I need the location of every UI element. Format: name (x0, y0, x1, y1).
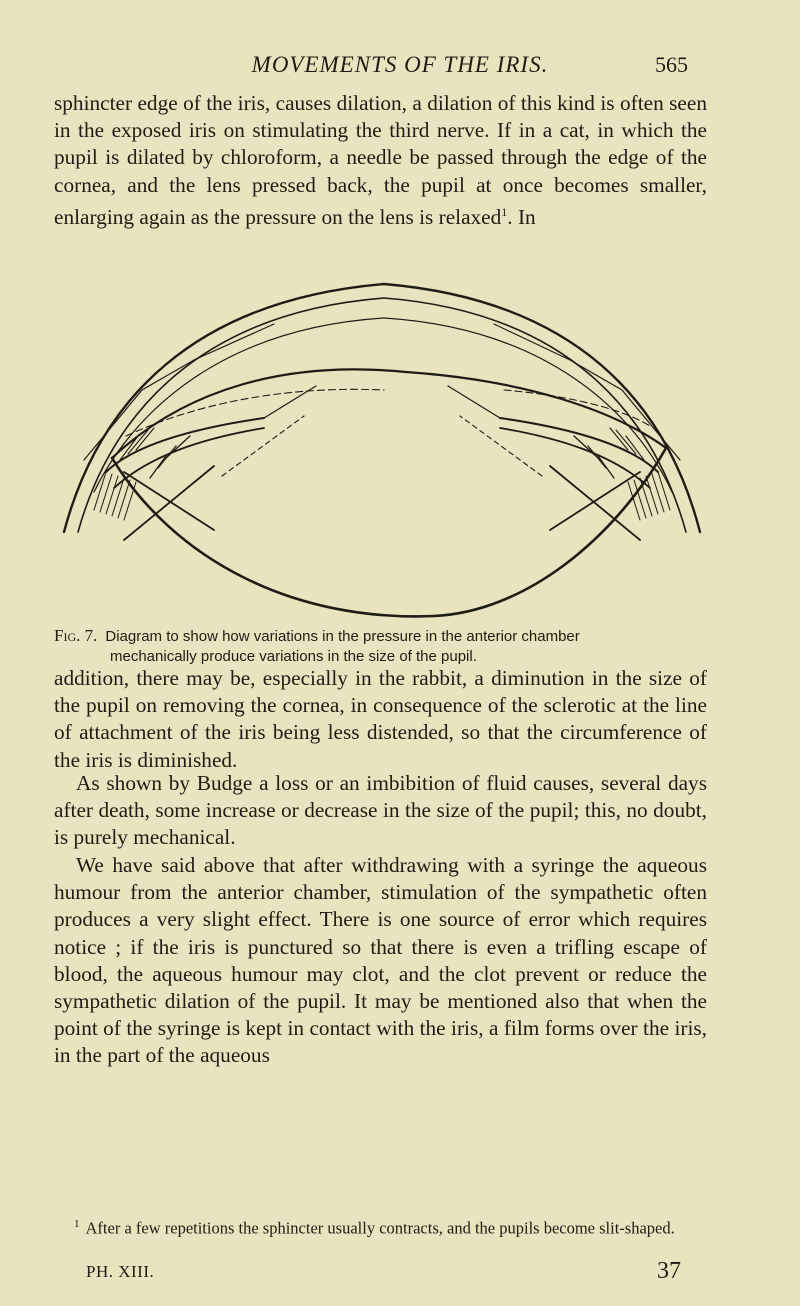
cornea-left-line (94, 318, 384, 492)
eye-diagram (54, 240, 708, 630)
footnote-reference: 1 (501, 204, 508, 219)
footnote-text: After a few repetitions the sphincter usually contracts, and the pupils become slit-shaped. (85, 1218, 675, 1238)
paragraph-4: We have said above that after withdrawing with a syringe the aqueous humour from the anterior chamber, stimulation of the sympathetic often produces a very slight effect. There is one source of error which requires notice ; if the iris is punctured so that there is even a trifling escape of blood, the aqueous humour may clot, and the clot prevent or reduce the sympathetic dilation of the pupil. It may be mentioned also that when the point of the syringe is kept in contact with the iris, a film forms over the iris, in the part of the aqueous (54, 853, 707, 1068)
right-zonule-cross (550, 466, 640, 540)
paragraph-3: As shown by Budge a loss or an imbibition of fluid causes, several days after death, some increase or decrease in the size of the pupil; this, no doubt, is purely mechanical. (54, 771, 707, 850)
paragraph-1-tail: . In (507, 204, 536, 229)
caption-line-2: mechanically produce variations in the size of the pupil. (110, 648, 477, 665)
caption-line-1: Diagram to show how variations in the pressure in the anterior chamber (105, 628, 580, 645)
footnote-marker: 1 (74, 1218, 80, 1230)
cornea-right-line (384, 318, 672, 492)
footnote (54, 1214, 707, 1239)
left-zonule-cross (124, 466, 214, 540)
figure-label: Fig. 7. (54, 626, 98, 645)
paragraph-2: addition, there may be, especially in the rabbit, a diminution in the size of the pupil on removing the cornea, in consequence of the sclerotic at the line of attachment of the iris being less distended, so that the circumference of the iris is diminished. (54, 666, 707, 772)
page-footer (0, 1258, 800, 1292)
running-title: MOVEMENTS OF THE IRIS. (251, 52, 549, 77)
iris-diagram-figure (54, 240, 708, 630)
paragraph-1-text: sphincter edge of the iris, causes dilation, a dilation of this kind is often seen in the exposed iris on stimulating the third nerve. If in a cat, in which the pupil is dilated by chloroform, a needle be passed through the edge of the cornea, and the lens pressed back, the pupil at once becomes smaller, enlarging again as the pressure on the lens is relaxed (54, 91, 707, 229)
lens-lower-edge (112, 448, 666, 616)
page-header (0, 52, 800, 86)
page-number: 565 (655, 52, 688, 77)
figure-caption (54, 626, 707, 667)
paragraph-1 (54, 90, 707, 231)
signature-mark: PH. XIII. (86, 1262, 155, 1281)
sheet-number: 37 (657, 1258, 681, 1284)
